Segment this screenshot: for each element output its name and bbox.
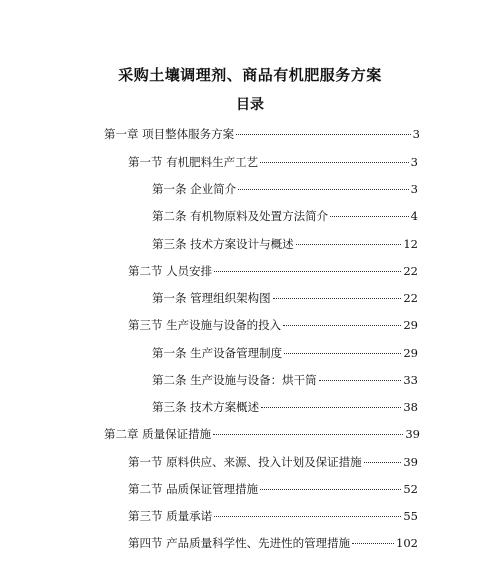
toc-entry-page: 3	[410, 155, 418, 169]
toc-entry-label: 第三节 生产设施与设备的投入	[128, 318, 282, 332]
toc-entry-label: 第三条 技术方案概述	[152, 400, 260, 414]
toc-entry-label: 第二节 品质保证管理措施	[128, 482, 259, 496]
toc-entry-article-1-1-2[interactable]	[152, 208, 418, 224]
toc-entry-chapter-1[interactable]	[104, 126, 420, 142]
toc-heading: 目录	[236, 97, 264, 113]
toc-entry-label: 第三条 技术方案设计与概述	[152, 237, 294, 251]
dot-leader	[319, 380, 402, 381]
toc-entry-page: 102	[396, 536, 418, 550]
toc-entry-label: 第二条 有机物原料及处置方法简介	[152, 209, 329, 223]
toc-entry-section-2-3[interactable]	[128, 508, 418, 524]
dot-leader	[236, 134, 411, 135]
toc-entry-label: 第一条 管理组织架构图	[152, 291, 271, 305]
toc-entry-label: 第二章 质量保证措施	[104, 427, 212, 441]
toc-entry-article-1-3-3[interactable]	[152, 399, 418, 415]
toc-entry-section-2-4[interactable]	[128, 535, 418, 551]
toc-entry-section-1-1[interactable]	[128, 154, 418, 170]
toc-entry-section-2-1[interactable]	[128, 454, 418, 470]
toc-entry-page: 12	[403, 237, 418, 251]
dot-leader	[261, 407, 401, 408]
toc-entry-page: 39	[405, 427, 420, 441]
toc-entry-label: 第四节 产品质量科学性、先进性的管理措施	[128, 536, 351, 550]
toc-entry-label: 第二节 人员安排	[128, 264, 213, 278]
toc-entry-page: 33	[403, 373, 418, 387]
toc-entry-section-1-2[interactable]	[128, 263, 418, 279]
toc-entry-label: 第一节 有机肥料生产工艺	[128, 155, 259, 169]
dot-leader	[214, 271, 401, 272]
toc-entry-page: 29	[403, 346, 418, 360]
toc-entry-article-1-1-3[interactable]	[152, 236, 418, 252]
dot-leader	[283, 325, 401, 326]
dot-leader	[284, 353, 401, 354]
toc-entry-label: 第一节 原料供应、来源、投入计划及保证措施	[128, 455, 362, 469]
dot-leader	[352, 543, 394, 544]
toc-entry-label: 第一条 企业简介	[152, 182, 237, 196]
document-title: 采购土壤调理剂、商品有机肥服务方案	[118, 66, 382, 84]
toc-entry-section-1-3[interactable]	[128, 317, 418, 333]
dot-leader	[238, 189, 409, 190]
toc-entry-page: 22	[403, 264, 418, 278]
dot-leader	[273, 298, 402, 299]
toc-entry-page: 3	[412, 127, 420, 141]
toc-entry-page: 52	[403, 482, 418, 496]
dot-leader	[260, 162, 409, 163]
toc-entry-article-1-3-2[interactable]	[152, 372, 418, 388]
toc-entry-chapter-2[interactable]	[104, 426, 420, 442]
toc-entry-section-2-2[interactable]	[128, 481, 418, 497]
toc-entry-article-1-1-1[interactable]	[152, 181, 418, 197]
toc-entry-label: 第三节 质量承诺	[128, 509, 213, 523]
toc-entry-page: 22	[403, 291, 418, 305]
dot-leader	[260, 489, 401, 490]
dot-leader	[296, 244, 402, 245]
toc-entry-page: 3	[410, 182, 418, 196]
toc-entry-page: 55	[403, 509, 418, 523]
toc-entry-article-1-2-1[interactable]	[152, 290, 418, 306]
toc-entry-label: 第一章 项目整体服务方案	[104, 127, 235, 141]
toc-entry-page: 4	[410, 209, 418, 223]
dot-leader	[330, 216, 409, 217]
dot-leader	[364, 462, 402, 463]
toc-entry-label: 第二条 生产设施与设备：烘干筒	[152, 373, 317, 387]
toc-entry-page: 29	[403, 318, 418, 332]
toc-entry-page: 39	[403, 455, 418, 469]
toc-entry-label: 第一条 生产设备管理制度	[152, 346, 283, 360]
toc-entry-article-1-3-1[interactable]	[152, 345, 418, 361]
dot-leader	[214, 516, 401, 517]
dot-leader	[213, 434, 403, 435]
toc-entry-page: 38	[403, 400, 418, 414]
table-of-contents	[0, 118, 500, 558]
